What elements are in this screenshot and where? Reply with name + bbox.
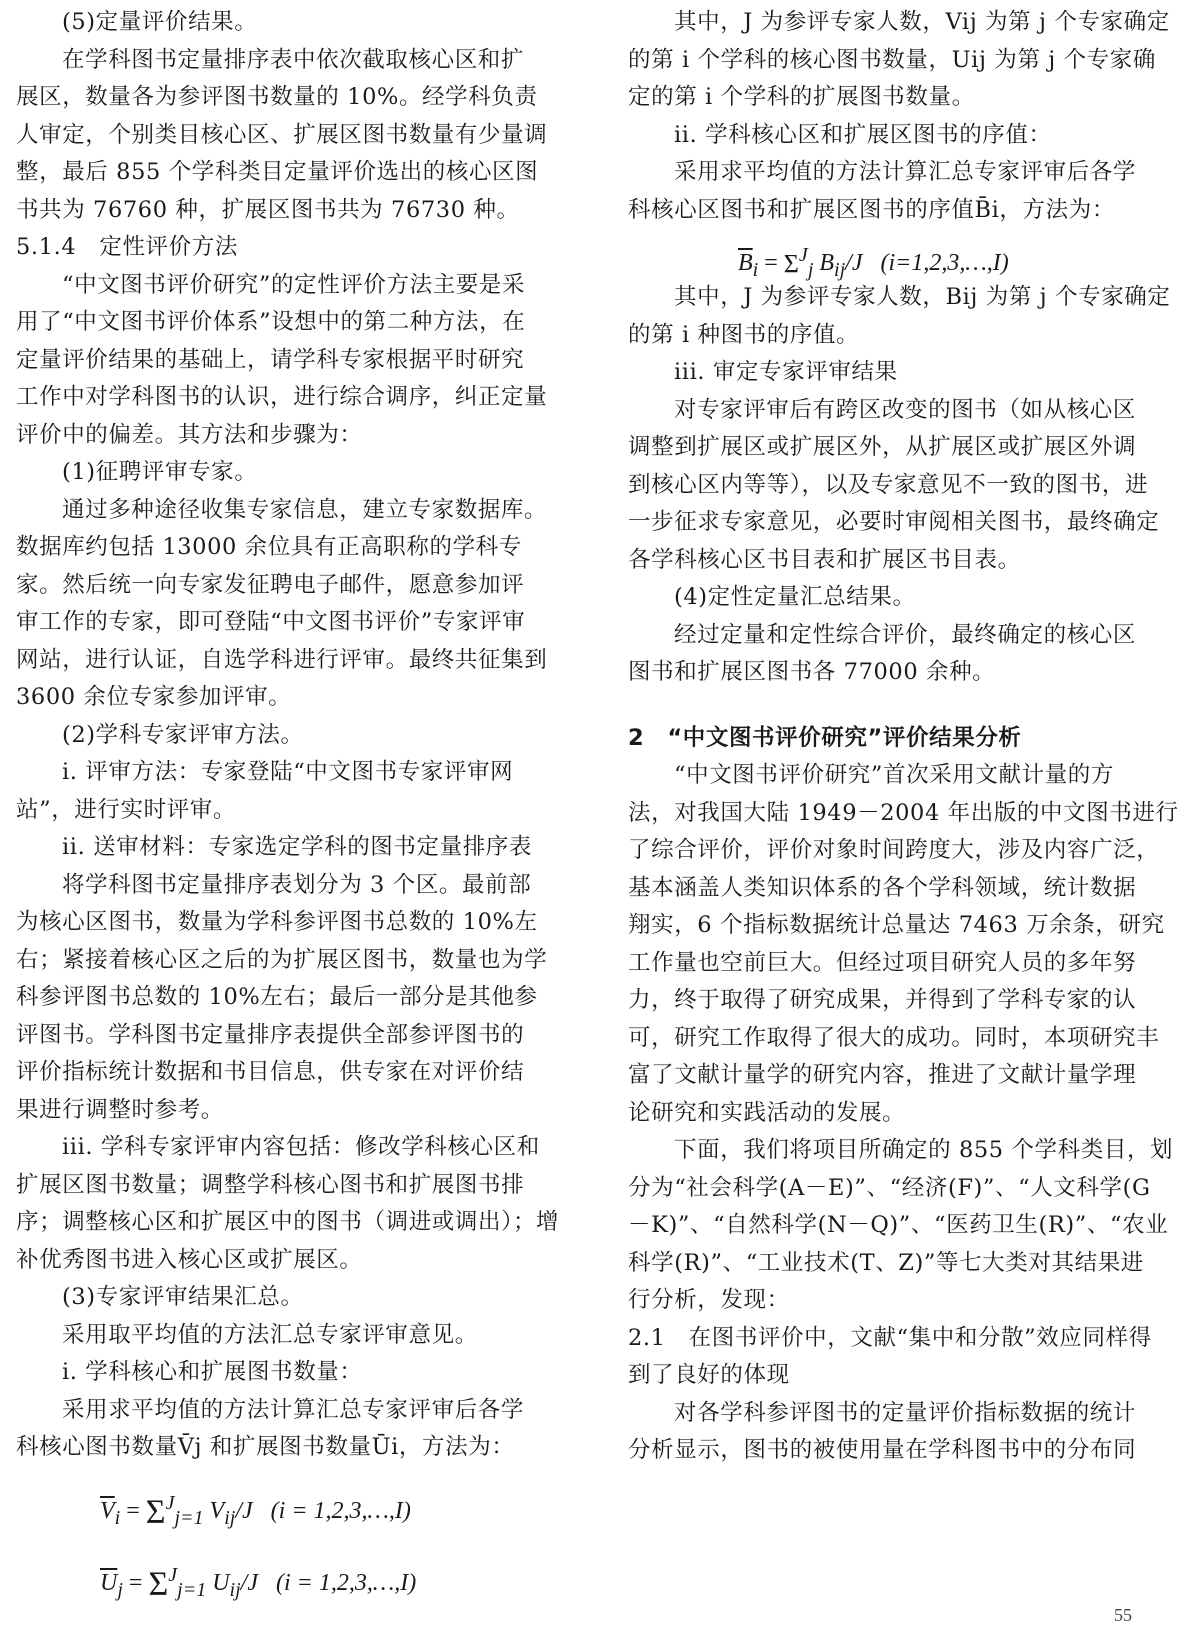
paragraph-line: 了综合评价，评价对象时间跨度大，涉及内容广泛， — [628, 837, 1160, 863]
paragraph-line: 书共为 76760 种，扩展区图书共为 76730 种。 — [16, 196, 520, 223]
paragraph-line: 论研究和实践活动的发展。 — [628, 1099, 906, 1126]
paragraph-line: “中文图书评价研究”首次采用文献计量的方 — [674, 762, 1115, 788]
paragraph-line: 其中，J 为参评专家人数，Vij 为第 j 个专家确定 — [674, 9, 1170, 35]
sigma-symbol: Σ — [145, 1492, 166, 1530]
paragraph-line: 行分析，发现： — [628, 1287, 790, 1313]
paragraph-line: 审工作的专家，即可登陆“中文图书评价”专家评审 — [16, 609, 526, 635]
paragraph-line: 科核心区图书和扩展区图书的序值B̄i，方法为： — [628, 196, 1115, 223]
sigma-symbol: Σ — [148, 1564, 169, 1602]
paragraph-line: 整，最后 855 个学科类目定量评价选出的核心区图 — [16, 159, 539, 185]
paragraph-line: (2)学科专家评审方法。 — [62, 721, 304, 748]
paragraph-line: 网站，进行认证，自选学科进行评审。最终共征集到 — [16, 646, 548, 673]
paragraph-line: “中文图书评价研究”的定性评价方法主要是采 — [62, 271, 526, 298]
paragraph-line: 3600 余位专家参加评审。 — [16, 684, 292, 710]
page-number: 55 — [1114, 1605, 1132, 1625]
paragraph-line: i. 评审方法：专家登陆“中文图书专家评审网 — [62, 759, 514, 785]
sigma-symbol: Σ — [783, 249, 799, 279]
paragraph-line: 的第 i 个学科的核心图书数量，Uij 为第 j 个专家确 — [628, 46, 1156, 73]
paragraph-line: 科参评图书总数的 10%左右；最后一部分是其他参 — [16, 984, 538, 1010]
paragraph-line: ii. 学科核心区和扩展区图书的序值： — [674, 121, 1052, 148]
paragraph-line: (5)定量评价结果。 — [62, 9, 258, 35]
paragraph-line: ii. 送审材料：专家选定学科的图书定量排序表 — [62, 834, 532, 860]
paragraph-line: 家。然后统一向专家发征聘电子邮件，愿意参加评 — [16, 571, 525, 598]
paragraph-line: 展区，数量各为参评图书数量的 10%。经学科负责 — [16, 84, 538, 110]
paragraph-line: 补优秀图书进入核心区或扩展区。 — [16, 1246, 363, 1273]
right-column — [628, 4, 1194, 1470]
paragraph-line: 科学(R)”、“工业技术(T、Z)”等七大类对其结果进 — [628, 1249, 1144, 1276]
subsection-heading: 5.1.4 定性评价方法 — [16, 234, 238, 260]
paragraph-line: 扩展区图书数量；调整学科核心图书和扩展图书排 — [16, 1171, 525, 1198]
paragraph-line: 工作中对学科图书的认识，进行综合调序，纠正定量 — [16, 384, 548, 410]
paragraph-line: 通过多种途径收集专家信息，建立专家数据库。 — [62, 496, 548, 523]
paragraph-line: 可，研究工作取得了很大的成功。同时，本项研究丰 — [628, 1024, 1160, 1051]
paragraph-line: 各学科核心区书目表和扩展区书目表。 — [628, 546, 1021, 573]
paragraph-line: i. 学科核心和扩展图书数量： — [62, 1359, 363, 1385]
paragraph-line: 翔实，6 个指标数据统计总量达 7463 万余条，研究 — [628, 912, 1165, 938]
paragraph-line: 对各学科参评图书的定量评价指标数据的统计 — [674, 1399, 1137, 1426]
subsection-heading: 到了良好的体现 — [628, 1362, 790, 1388]
subsection-heading: 2.1 在图书评价中，文献“集中和分散”效应同样得 — [628, 1324, 1152, 1351]
paragraph-line: (4)定性定量汇总结果。 — [674, 584, 916, 610]
paragraph-line: 果进行调整时参考。 — [16, 1096, 224, 1123]
paragraph-line: 力，终于取得了研究成果，并得到了学科专家的认 — [628, 987, 1137, 1013]
paragraph-line: 将学科图书定量排序表划分为 3 个区。最前部 — [62, 871, 532, 898]
paragraph-line: (3)专家评审结果汇总。 — [62, 1284, 304, 1310]
paragraph-line: 工作量也空前巨大。但经过项目研究人员的多年努 — [628, 949, 1137, 976]
formula-b-mean: $\overline{B}_i = \Sigma^J_j$ $B_{ij}/J$ (i=1,2,3,…,I) — [738, 244, 1009, 281]
paragraph-line: 调整到扩展区或扩展区外，从扩展区或扩展区外调 — [628, 434, 1137, 460]
paragraph-line: 分析显示，图书的被使用量在学科图书中的分布同 — [628, 1437, 1137, 1463]
paragraph-line: iii. 审定专家评审结果 — [674, 359, 898, 385]
paragraph-line: 用了“中文图书评价体系”设想中的第二种方法，在 — [16, 309, 526, 335]
paragraph-line: 右；紧接着核心区之后的为扩展区图书，数量也为学 — [16, 946, 548, 973]
paragraph-line: 采用取平均值的方法汇总专家评审意见。 — [62, 1321, 478, 1348]
paragraph-line: 评图书。学科图书定量排序表提供全部参评图书的 — [16, 1021, 525, 1048]
paragraph-line: 对专家评审后有跨区改变的图书（如从核心区 — [674, 396, 1137, 423]
paragraph-line: 采用求平均值的方法计算汇总专家评审后各学 — [674, 159, 1137, 185]
formula-u-mean: $\overline{U}_j = \Sigma^J_{j=1}$ $U_{ij}/J$ (i = 1,2,3,…,I) — [100, 1563, 417, 1602]
paragraph-line: 在学科图书定量排序表中依次截取核心区和扩 — [62, 46, 525, 73]
paragraph-line: 下面，我们将项目所确定的 855 个学科类目，划 — [674, 1137, 1174, 1163]
paragraph-line: 评价中的偏差。其方法和步骤为： — [16, 421, 363, 448]
paragraph-line: iii. 学科专家评审内容包括：修改学科核心区和 — [62, 1134, 540, 1160]
paragraph-line: 站”，进行实时评审。 — [16, 796, 237, 823]
paragraph-line: 分为“社会科学(A－E)”、“经济(F)”、“人文科学(G — [628, 1174, 1151, 1201]
paragraph-line: 采用求平均值的方法计算汇总专家评审后各学 — [62, 1396, 525, 1423]
paragraph-line: 一步征求专家意见，必要时审阅相关图书，最终确定 — [628, 509, 1160, 535]
formula-v-mean: $\overline{V}_i = \Sigma^J_{j=1}$ $V_{ij}/J$ (i = 1,2,3,…,I) — [100, 1491, 411, 1530]
left-column — [16, 4, 584, 1611]
paragraph-line: 基本涵盖人类知识体系的各个学科领域，统计数据 — [628, 874, 1137, 901]
paragraph-line: 为核心区图书，数量为学科参评图书总数的 10%左 — [16, 909, 538, 935]
paragraph-line: 经过定量和定性综合评价，最终确定的核心区 — [674, 621, 1137, 648]
paragraph-line: 法，对我国大陆 1949－2004 年出版的中文图书进行 — [628, 799, 1179, 826]
paragraph-line: 评价指标统计数据和书目信息，供专家在对评价结 — [16, 1059, 525, 1085]
paragraph-line: 的第 i 种图书的序值。 — [628, 321, 860, 348]
paragraph-line: 图书和扩展区图书各 77000 余种。 — [628, 659, 996, 685]
paragraph-line: 数据库约包括 13000 余位具有正高职称的学科专 — [16, 534, 522, 560]
paragraph-line: (1)征聘评审专家。 — [62, 459, 258, 485]
paragraph-line: 定量评价结果的基础上，请学科专家根据平时研究 — [16, 346, 525, 373]
paragraph-line: 富了文献计量学的研究内容，推进了文献计量学理 — [628, 1062, 1137, 1088]
paragraph-line: 序；调整核心区和扩展区中的图书（调进或调出）；增 — [16, 1209, 560, 1235]
paragraph-line: 科核心图书数量V̄j 和扩展图书数量Ūi，方法为： — [16, 1434, 515, 1460]
paragraph-line: 定的第 i 个学科的扩展图书数量。 — [628, 84, 975, 110]
paragraph-line: －K)”、“自然科学(N－Q)”、“医药卫生(R)”、“农业 — [628, 1212, 1169, 1238]
paragraph-line: 到核心区内等等），以及专家意见不一致的图书，进 — [628, 471, 1149, 498]
paragraph-line: 其中，J 为参评专家人数，Bij 为第 j 个专家确定 — [674, 284, 1171, 310]
section-heading: 2 “中文图书评价研究”评价结果分析 — [628, 724, 1022, 751]
paragraph-line: 人审定，个别类目核心区、扩展区图书数量有少量调 — [16, 121, 548, 148]
